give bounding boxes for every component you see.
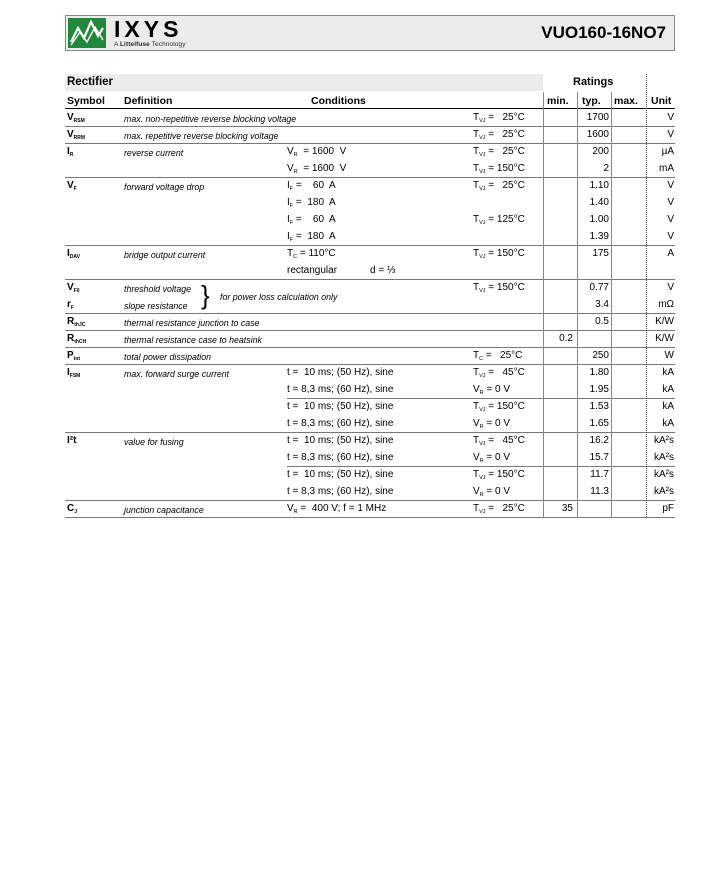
tcond-main: T	[473, 163, 480, 174]
column-separator	[611, 92, 612, 517]
tcond-sub: R	[479, 458, 484, 464]
condition-sub: C	[293, 254, 298, 260]
logo-text	[114, 18, 186, 48]
max-value: 16.2	[589, 435, 609, 446]
condition-rest: = 180 A	[293, 231, 336, 242]
unit-value: pF	[662, 503, 674, 514]
row-divider	[65, 347, 675, 348]
max-value: 1.65	[589, 418, 609, 429]
tcond-sub: C	[479, 356, 484, 362]
tcond-rest: = 25°C	[485, 503, 525, 514]
condition-rest: = 60 A	[293, 214, 336, 225]
tcond-rest: = 0 V	[483, 452, 511, 463]
column-separator	[577, 92, 578, 517]
table-top-rule	[65, 108, 675, 109]
symbol-main: I	[67, 367, 70, 378]
temperature-condition	[473, 452, 510, 467]
temperature-condition	[473, 214, 525, 229]
typ-value: 35	[561, 503, 573, 514]
tcond-sub: VJ	[479, 169, 486, 175]
symbol-main: P	[67, 350, 74, 361]
max-value: 0.77	[589, 282, 609, 293]
condition-cell	[287, 197, 336, 212]
condition-main: T	[287, 248, 294, 259]
unit-value: K/W	[655, 333, 674, 344]
condition-main: V	[287, 146, 294, 157]
condition-main: I	[287, 231, 290, 242]
tcond-rest: = 0 V	[483, 486, 511, 497]
tcond-rest: = 25°C	[485, 180, 525, 191]
tcond-main: T	[473, 367, 480, 378]
condition-cell: t = 8,3 ms; (60 Hz), sine	[287, 384, 394, 395]
tcond-main: V	[473, 486, 480, 497]
tcond-sub: R	[479, 390, 484, 396]
symbol-sub: F0	[73, 288, 80, 294]
max-value: 1700	[586, 112, 609, 123]
tcond-rest: = 0 V	[483, 418, 511, 429]
condition-sub: F	[289, 186, 294, 192]
symbol-cell	[67, 350, 80, 365]
temperature-condition	[473, 486, 510, 501]
definition-cell: value for fusing	[124, 437, 184, 447]
condition-cell	[287, 180, 336, 195]
max-value: 1.00	[589, 214, 609, 225]
tcond-sub: VJ	[479, 220, 486, 226]
typ-value: 0.2	[559, 333, 573, 344]
symbol-sub: F	[70, 305, 74, 311]
tcond-rest: = 45°C	[485, 435, 525, 446]
max-value: 1600	[586, 129, 609, 140]
tcond-main: T	[473, 401, 480, 412]
tcond-rest: = 150°C	[485, 163, 525, 174]
col-symbol: Symbol	[67, 95, 105, 107]
temperature-condition	[473, 418, 510, 433]
row-divider	[65, 330, 675, 331]
unit-value: V	[667, 231, 674, 242]
sub-row-divider	[287, 466, 675, 467]
col-typ: typ.	[582, 95, 601, 107]
temperature-condition	[473, 350, 522, 365]
temperature-condition	[473, 163, 525, 178]
definition-cell: reverse current	[124, 148, 184, 158]
definition-cell: max. repetitive reverse blocking voltage	[124, 131, 279, 141]
unit-value: W	[664, 350, 674, 361]
tcond-rest: = 125°C	[485, 214, 525, 225]
symbol-cell	[67, 367, 80, 382]
tcond-sub: VJ	[479, 475, 486, 481]
col-max: max.	[614, 95, 638, 107]
row-divider	[65, 126, 675, 127]
max-value: 3.4	[595, 299, 609, 310]
tcond-main: T	[473, 146, 480, 157]
max-value: 250	[592, 350, 609, 361]
condition-main: I	[287, 214, 290, 225]
tcond-sub: VJ	[479, 373, 486, 379]
condition-sub: F	[289, 203, 294, 209]
symbol-sub: thCH	[74, 339, 87, 345]
definition-cell: junction capacitance	[124, 505, 204, 515]
row-divider	[65, 364, 675, 365]
unit-value: kA²s	[654, 469, 674, 480]
temperature-condition	[473, 384, 510, 399]
symbol-main: I	[67, 248, 70, 259]
temperature-condition	[473, 401, 525, 416]
temperature-condition	[473, 248, 525, 263]
definition-cell: forward voltage drop	[124, 182, 205, 192]
symbol-sub: tot	[73, 356, 81, 362]
definition-cell: max. forward surge current	[124, 369, 230, 379]
condition-sub: R	[293, 509, 298, 515]
tcond-rest: = 0 V	[483, 384, 511, 395]
tcond-main: T	[473, 435, 480, 446]
condition-main: V	[287, 503, 294, 514]
symbol-cell	[67, 112, 85, 127]
max-value: 1.80	[589, 367, 609, 378]
unit-value: V	[667, 214, 674, 225]
sub-row-divider	[287, 398, 675, 399]
tcond-sub: R	[479, 424, 484, 430]
max-value: 1.40	[589, 197, 609, 208]
symbol-main: r	[67, 299, 71, 310]
part-number: VUO160-16NO7	[541, 23, 666, 42]
symbol-cell	[67, 129, 85, 144]
symbol-cell	[67, 282, 80, 297]
unit-value: V	[667, 112, 674, 123]
tcond-rest: = 150°C	[485, 469, 525, 480]
row-divider	[65, 143, 675, 144]
tcond-main: T	[473, 282, 480, 293]
ratings-title: Ratings	[573, 76, 614, 88]
max-value: 15.7	[589, 452, 609, 463]
temperature-condition	[473, 367, 525, 382]
symbol-sub: thJC	[74, 322, 86, 328]
symbol-cell	[67, 299, 74, 314]
col-conditions: Conditions	[311, 95, 366, 107]
unit-value: V	[667, 282, 674, 293]
symbol-sub: J	[74, 509, 78, 515]
column-separator	[543, 92, 544, 517]
unit-value: V	[667, 180, 674, 191]
definition-cell: slope resistance	[124, 301, 188, 311]
symbol-main: V	[67, 129, 74, 140]
tcond-main: T	[473, 469, 480, 480]
condition-sub: F	[289, 237, 294, 243]
symbol-cell	[67, 146, 73, 161]
condition-cell	[287, 146, 346, 161]
max-value: 11.3	[590, 486, 609, 497]
temperature-condition	[473, 112, 525, 127]
temperature-condition	[473, 129, 525, 144]
condition-cell: t = 8,3 ms; (60 Hz), sine	[287, 452, 394, 463]
symbol-cell: I²t	[67, 435, 77, 446]
temperature-condition	[473, 503, 525, 518]
condition-cell: rectangular	[287, 265, 338, 276]
condition-sub: R	[293, 152, 298, 158]
unit-value: kA	[662, 418, 674, 429]
brand-name: IXYS	[114, 16, 183, 42]
condition-rest: = 180 A	[293, 197, 336, 208]
symbol-cell	[67, 503, 77, 518]
max-value: 1.53	[589, 401, 609, 412]
definition-cell: total power dissipation	[124, 352, 212, 362]
condition-rest: = 1600 V	[297, 163, 347, 174]
ixys-logo-icon	[68, 18, 106, 48]
condition-cell: t = 8,3 ms; (60 Hz), sine	[287, 486, 394, 497]
tcond-main: T	[473, 112, 480, 123]
definition-cell: max. non-repetitive reverse blocking voltage	[124, 114, 297, 124]
symbol-sub: DAV	[69, 254, 80, 260]
condition-sub: R	[293, 169, 298, 175]
tcond-sub: VJ	[479, 441, 486, 447]
unit-value: kA²s	[654, 486, 674, 497]
symbol-sub: RRM	[73, 135, 86, 141]
unit-value: kA²s	[654, 452, 674, 463]
grouping-brace: }	[201, 280, 210, 310]
table-bottom-rule	[65, 517, 675, 518]
symbol-sub: RSM	[73, 118, 85, 124]
brand-tagline: A Littelfuse Technology	[114, 41, 186, 48]
row-divider	[65, 432, 675, 433]
symbol-sub: R	[69, 152, 74, 158]
symbol-main: V	[67, 180, 74, 191]
condition-cell	[287, 163, 346, 178]
tcond-main: T	[473, 129, 480, 140]
condition-rest: = 60 A	[293, 180, 336, 191]
temperature-condition	[473, 435, 525, 450]
tcond-main: V	[473, 384, 480, 395]
symbol-main: R	[67, 333, 75, 344]
condition-cell: t = 10 ms; (50 Hz), sine	[287, 401, 394, 412]
tcond-sub: VJ	[479, 288, 486, 294]
condition-cell	[287, 231, 336, 246]
symbol-main: C	[67, 503, 75, 514]
max-value: 1.39	[589, 231, 609, 242]
tcond-sub: VJ	[479, 254, 486, 260]
tcond-main: V	[473, 452, 480, 463]
tcond-rest: = 25°C	[483, 350, 523, 361]
unit-value: kA	[662, 384, 674, 395]
max-value: 1.95	[589, 384, 609, 395]
definition-cell: threshold voltage	[124, 284, 191, 294]
section-title: Rectifier	[67, 76, 114, 88]
symbol-main: R	[67, 316, 75, 327]
unit-value: kA	[662, 367, 674, 378]
symbol-main: V	[67, 112, 74, 123]
condition-rest: = 110°C	[297, 248, 336, 259]
condition-main: I	[287, 180, 290, 191]
tcond-main: T	[473, 503, 480, 514]
max-value: 175	[592, 248, 609, 259]
tcond-rest: = 25°C	[485, 129, 525, 140]
symbol-cell	[67, 248, 80, 263]
symbol-main: V	[67, 282, 74, 293]
tcond-rest: = 150°C	[485, 401, 525, 412]
max-value: 11.7	[590, 469, 609, 480]
max-value: 200	[592, 146, 609, 157]
row-divider	[65, 279, 675, 280]
tcond-sub: VJ	[479, 135, 486, 141]
condition-sub: F	[289, 220, 294, 226]
tcond-sub: VJ	[479, 152, 486, 158]
row-divider	[65, 177, 675, 178]
temperature-condition	[473, 282, 525, 297]
condition-cell	[287, 503, 386, 518]
tcond-main: T	[473, 180, 480, 191]
condition-cell	[287, 214, 336, 229]
unit-value: V	[667, 197, 674, 208]
tcond-sub: R	[479, 492, 484, 498]
condition-main: I	[287, 197, 290, 208]
condition-cell: t = 10 ms; (50 Hz), sine	[287, 367, 394, 378]
tcond-main: T	[473, 350, 480, 361]
tcond-main: T	[473, 248, 480, 259]
condition-rest: = 400 V; f = 1 MHz	[297, 503, 387, 514]
symbol-cell	[67, 333, 86, 348]
tcond-sub: VJ	[479, 118, 486, 124]
unit-value: K/W	[655, 316, 674, 327]
col-min: min.	[547, 95, 569, 107]
unit-value: µA	[661, 146, 674, 157]
symbol-main: I	[67, 146, 70, 157]
symbol-sub: F	[73, 186, 77, 192]
tcond-rest: = 25°C	[485, 146, 525, 157]
condition-cell: t = 10 ms; (50 Hz), sine	[287, 469, 394, 480]
max-value: 0.5	[595, 316, 609, 327]
temperature-condition	[473, 146, 525, 161]
condition-cell	[287, 248, 336, 263]
unit-value: mΩ	[658, 299, 674, 310]
row-divider	[65, 500, 675, 501]
tcond-sub: VJ	[479, 407, 486, 413]
condition-main: V	[287, 163, 294, 174]
unit-value: V	[667, 129, 674, 140]
tcond-sub: VJ	[479, 186, 486, 192]
definition-cell: bridge output current	[124, 250, 206, 260]
max-value: 2	[603, 163, 609, 174]
col-unit: Unit	[651, 95, 672, 107]
condition-cell: t = 10 ms; (50 Hz), sine	[287, 435, 394, 446]
symbol-cell	[67, 180, 77, 195]
tcond-main: V	[473, 418, 480, 429]
max-value: 1.10	[589, 180, 609, 191]
condition-rest: = 1600 V	[297, 146, 347, 157]
tcond-rest: = 25°C	[485, 112, 525, 123]
temperature-condition	[473, 469, 525, 484]
row-divider	[65, 313, 675, 314]
row-divider	[65, 245, 675, 246]
tcond-main: T	[473, 214, 480, 225]
definition-cell: thermal resistance case to heatsink	[124, 335, 262, 345]
tcond-sub: VJ	[479, 509, 486, 515]
power-loss-note: for power loss calculation only	[220, 292, 338, 302]
definition-cell: thermal resistance junction to case	[124, 318, 260, 328]
temperature-condition	[473, 180, 525, 195]
unit-value: A	[667, 248, 674, 259]
section-header	[65, 74, 675, 91]
symbol-cell	[67, 316, 85, 331]
tcond-rest: = 45°C	[485, 367, 525, 378]
condition-cell: t = 8,3 ms; (60 Hz), sine	[287, 418, 394, 429]
tcond-rest: = 150°C	[485, 248, 525, 259]
column-headers	[65, 92, 675, 109]
symbol-sub: FSM	[69, 373, 81, 379]
col-definition: Definition	[124, 95, 173, 107]
unit-value: kA²s	[654, 435, 674, 446]
unit-value: kA	[662, 401, 674, 412]
datasheet-header	[65, 15, 675, 51]
unit-value: mA	[659, 163, 674, 174]
unit-dotted-separator	[646, 74, 647, 517]
duty-cycle: d = ⅓	[370, 265, 396, 276]
tcond-rest: = 150°C	[485, 282, 525, 293]
